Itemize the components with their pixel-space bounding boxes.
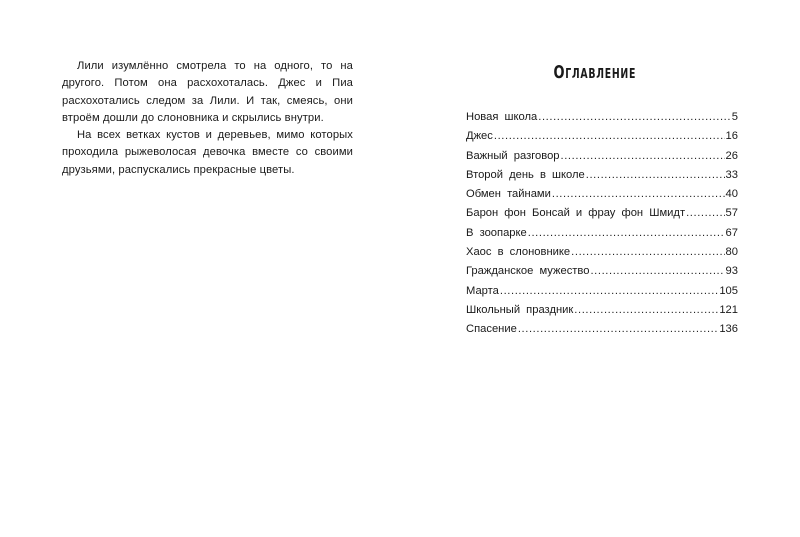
toc-page-number: 80 [725,246,738,259]
toc-title: Оглавление [553,62,637,83]
story-paragraph: Лили изумлённо смотрела то на одного, то на другого. Потом она расхохоталась. Джес и Пиа расхохотались следом за Лили. И так, смеясь, они втроём дошли до слоновника и скрылись внутри. [62,60,353,124]
toc-entry [466,204,738,223]
toc-entry [466,224,738,243]
toc-entry-title: В зоопарке [466,226,527,239]
toc-entry-title: Спасение [466,323,517,336]
toc-dot-leader [494,127,725,146]
toc-dot-leader [552,185,725,204]
toc-entry-title: Школьный праздник [466,303,574,316]
toc-entry-title: Гражданское мужество [466,265,590,278]
toc-page-number: 40 [725,188,738,201]
toc-entry-title: Второй день в школе [466,168,585,181]
toc-entry-title: Марта [466,284,499,297]
toc-entry-title: Джес [466,130,493,143]
toc-page-number: 93 [725,265,738,278]
toc-entry [466,320,738,339]
toc-dot-leader [571,243,724,262]
toc-entry [466,108,738,127]
toc-entry-title: Барон фон Бонсай и фрау фон Шмидт [466,207,686,220]
toc-dot-leader [561,147,725,166]
toc-entry [466,127,738,146]
toc-list [466,108,738,340]
toc-entry [466,185,738,204]
toc-page-number: 16 [725,130,738,143]
toc-dot-leader [528,224,725,243]
toc-entry-title: Хаос в слоновнике [466,246,571,259]
toc-page-number: 136 [719,323,738,336]
toc-page-number: 33 [725,168,738,181]
toc-dot-leader [586,166,725,185]
toc-dot-leader [574,301,718,320]
toc-entry [466,243,738,262]
toc-page-number: 121 [719,303,738,316]
toc-page-number: 26 [725,149,738,162]
toc-entry [466,147,738,166]
toc-page-number: 57 [725,207,738,220]
toc-entry-title: Обмен тайнами [466,188,551,201]
toc-dot-leader [538,108,731,127]
toc-dot-leader [686,204,724,223]
toc-entry-title: Важный разговор [466,149,560,162]
table-of-contents [466,58,738,340]
toc-dot-leader [500,282,718,301]
toc-page-number: 105 [719,284,738,297]
toc-entry [466,262,738,281]
story-paragraph: На всех ветках кустов и деревьев, мимо которых проходила рыжеволосая девочка вместе со своими друзьями, распускались прекрасные цветы. [62,129,353,176]
toc-page-number: 5 [731,111,738,123]
toc-entry [466,282,738,301]
left-page [62,58,353,179]
toc-entry-title: Новая школа [466,111,538,123]
toc-entry [466,301,738,320]
toc-page-number: 67 [725,226,738,239]
toc-entry [466,166,738,185]
toc-dot-leader [590,262,724,281]
toc-dot-leader [518,320,719,339]
